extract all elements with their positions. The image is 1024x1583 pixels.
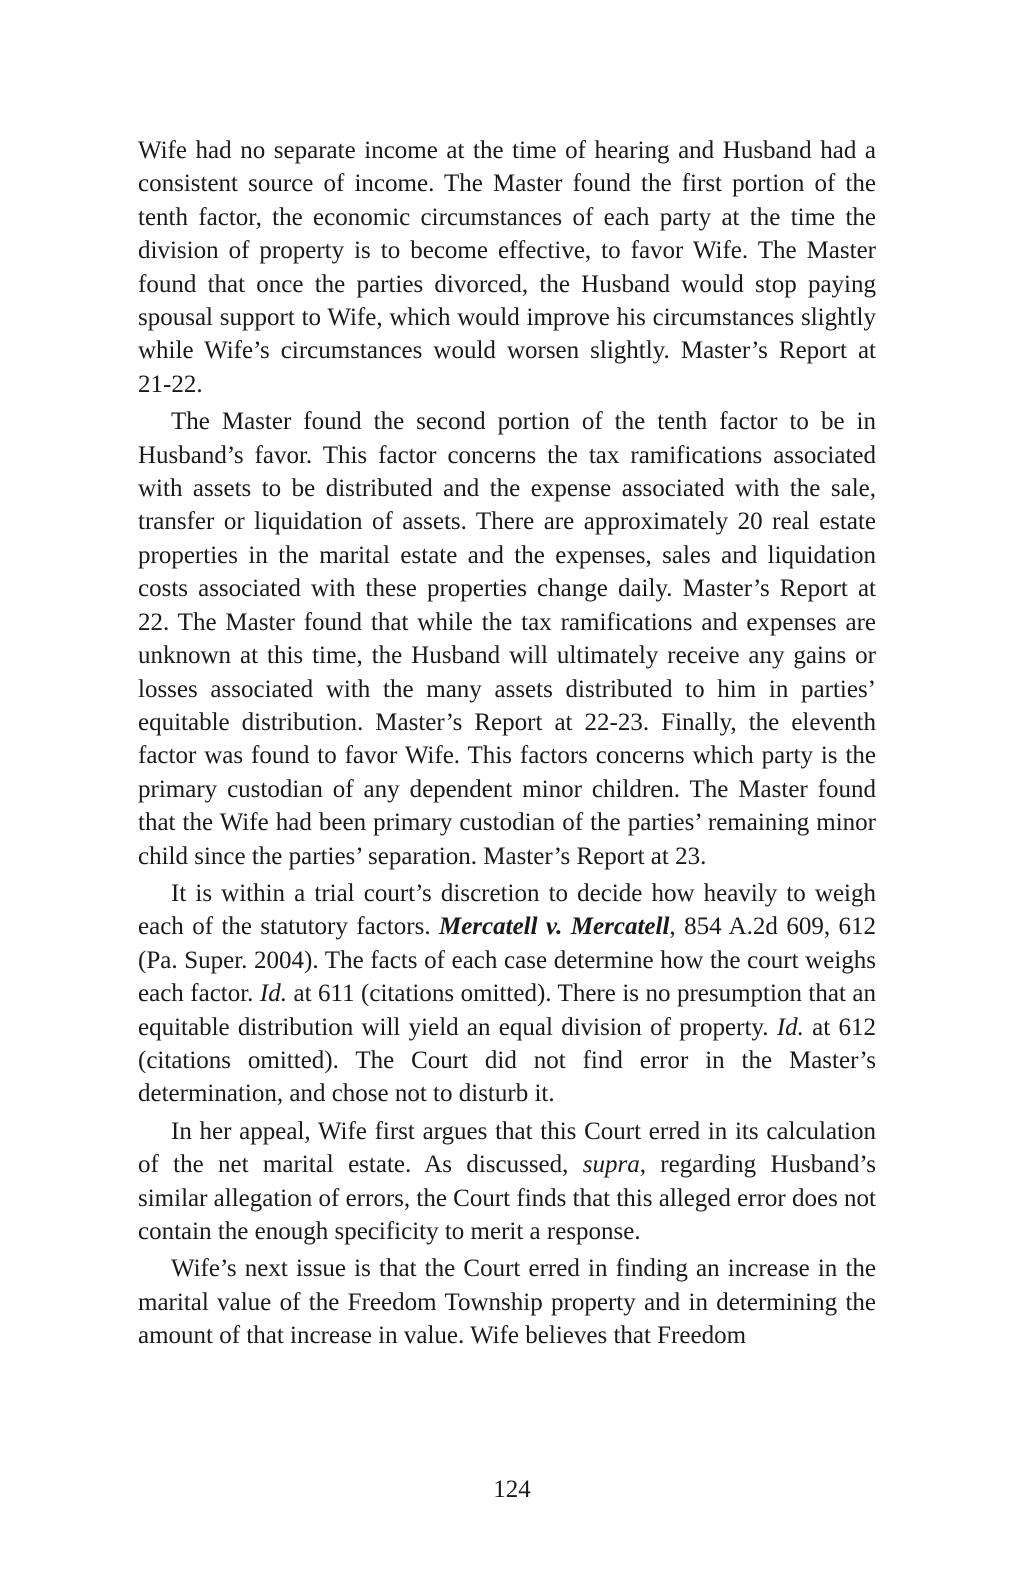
page-number: 124 xyxy=(493,1476,531,1503)
body-text xyxy=(138,134,876,1357)
paragraph-1: Wife had no separate income at the time of hearing and Husband had a consistent source of income. The Master found the first portion of the tenth factor, the economic circumstances of each party at the time the division of property is to become effective, to favor Wife. The Master found that once the parties divorced, the Husband would stop paying spousal support to Wife, which would improve his circumstances slightly while Wife’s circumstances would worsen slightly. Master’s Report at 21-22. xyxy=(138,137,876,398)
paragraph-4-text-a: In her appeal, Wife first argues that this Court erred in its calculation of the net marital estate. As discussed, xyxy=(138,1117,876,1179)
paragraph-3-text-c: at 611 (citations omitted). There is no presumption that an equitable distribution will yield an equal division of property. xyxy=(138,980,876,1041)
paragraph-5: Wife’s next issue is that the Court erred in finding an increase in the marital value of the Freedom Township property and in determining the amount of that increase in value. Wife believes that Freedom xyxy=(138,1255,876,1350)
id-citation-1: Id. xyxy=(259,980,287,1008)
paragraph-2: The Master found the second portion of the tenth factor to be in Husband’s favor. This factor concerns the tax ramifications associated with assets to be distributed and the expense associated with the sale, transfer or liquidation of assets. There are approximately 20 real estate properties in the marital estate and the expenses, sales and liquidation costs associated with these properties change daily. Master’s Report at 22. The Master found that while the tax ramifications and expenses are unknown at this time, the Husband will ultimately receive any gains or losses associated with the many assets distributed to him in parties’ equitable distribution. Master’s Report at 22-23. Finally, the eleventh factor was found to favor Wife. This factors concerns which party is the primary custodian of any dependent minor children. The Master found that the Wife had been primary custodian of the parties’ remaining minor child since the parties’ separation. Master’s Report at 23. xyxy=(138,408,876,870)
paragraph-4 xyxy=(138,1115,876,1249)
id-citation-2: Id. xyxy=(776,1013,804,1041)
paragraph-3-text-d: at 612 (citations omitted). The Court did not find error in the Master’s determination, and chose not to disturb it. xyxy=(138,1013,877,1108)
paragraph-3-text-a: It is within a trial court’s discretion to decide how heavily to weigh each of the statutory factors. xyxy=(138,879,876,941)
paragraph-3 xyxy=(138,877,876,1111)
supra-term: supra xyxy=(582,1151,640,1179)
paragraph-3-text-b: , 854 A.2d 609, 612 (Pa. Super. 2004). The facts of each case determine how the court weighs each factor. xyxy=(138,913,876,1008)
paragraph-4-text-b: , regarding Husband’s similar allegation of errors, the Court finds that this alleged error does not contain the enough specificity to merit a response. xyxy=(138,1151,877,1245)
case-citation-name: Mercatell v. Mercatell xyxy=(438,913,670,941)
